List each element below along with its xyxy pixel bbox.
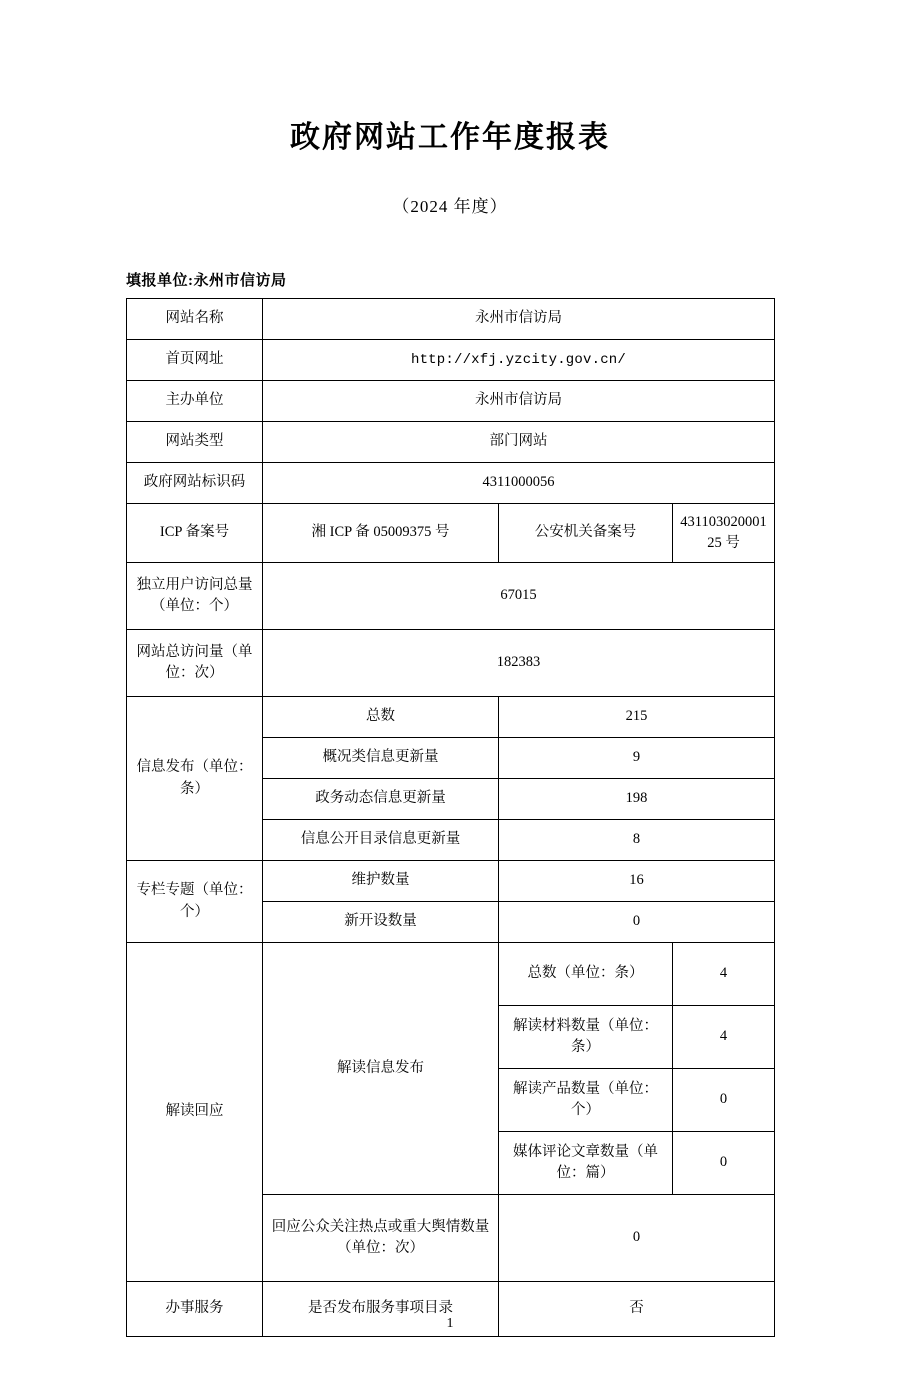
annual-report-table: [126, 298, 775, 1337]
interpret-total-label: 总数（单位：条）: [499, 943, 673, 1006]
table-row: [127, 299, 775, 340]
column-maintain-label: 维护数量: [263, 861, 499, 902]
info-overview-label: 概况类信息更新量: [263, 738, 499, 779]
site-name-value: 永州市信访局: [263, 299, 775, 340]
total-visits-value: 182383: [263, 630, 775, 697]
info-total-value: 215: [499, 697, 775, 738]
interpret-product-value: 0: [673, 1069, 775, 1132]
info-publish-label: 信息发布（单位：条）: [127, 697, 263, 861]
service-catalog-label: 是否发布服务事项目录: [263, 1282, 499, 1337]
page-subtitle: （2024 年度）: [392, 197, 508, 216]
police-record-label: 公安机关备案号: [499, 504, 673, 563]
hotspot-response-value: 0: [499, 1195, 775, 1282]
table-row: [127, 943, 775, 1006]
reporting-unit: 填报单位:永州市信访局: [126, 273, 287, 289]
unique-visitors-label: 独立用户访问总量（单位：个）: [127, 563, 263, 630]
interpret-material-label: 解读材料数量（单位：条）: [499, 1006, 673, 1069]
home-url-label: 首页网址: [127, 340, 263, 381]
site-name-label: 网站名称: [127, 299, 263, 340]
total-visits-label: 网站总访问量（单位：次）: [127, 630, 263, 697]
hotspot-response-label: 回应公众关注热点或重大舆情数量（单位：次）: [263, 1195, 499, 1282]
interpret-material-value: 4: [673, 1006, 775, 1069]
sponsor-value: 永州市信访局: [263, 381, 775, 422]
info-catalog-value: 8: [499, 820, 775, 861]
media-comment-label: 媒体评论文章数量（单位：篇）: [499, 1132, 673, 1195]
icp-label: ICP 备案号: [127, 504, 263, 563]
table-row: [127, 340, 775, 381]
table-row: [127, 861, 775, 902]
interpret-publish-label: 解读信息发布: [263, 943, 499, 1195]
info-overview-value: 9: [499, 738, 775, 779]
document-page: [0, 112, 900, 1384]
icp-value: 湘 ICP 备 05009375 号: [263, 504, 499, 563]
column-new-value: 0: [499, 902, 775, 943]
column-new-label: 新开设数量: [263, 902, 499, 943]
site-code-label: 政府网站标识码: [127, 463, 263, 504]
interpret-total-value: 4: [673, 943, 775, 1006]
media-comment-value: 0: [673, 1132, 775, 1195]
page-number: 1: [446, 1316, 454, 1331]
home-url-value: http://xfj.yzcity.gov.cn/: [263, 340, 775, 381]
site-code-value: 4311000056: [263, 463, 775, 504]
info-dynamic-label: 政务动态信息更新量: [263, 779, 499, 820]
site-type-value: 部门网站: [263, 422, 775, 463]
interpret-response-label: 解读回应: [127, 943, 263, 1282]
table-row: [127, 381, 775, 422]
page-title: 政府网站工作年度报表: [290, 121, 610, 154]
table-row: [127, 697, 775, 738]
info-dynamic-value: 198: [499, 779, 775, 820]
unique-visitors-value: 67015: [263, 563, 775, 630]
interpret-product-label: 解读产品数量（单位：个）: [499, 1069, 673, 1132]
police-record-value: 43110302000125 号: [673, 504, 775, 563]
service-catalog-value: 否: [499, 1282, 775, 1337]
sponsor-label: 主办单位: [127, 381, 263, 422]
table-row: [127, 563, 775, 630]
table-row: [127, 463, 775, 504]
table-row: [127, 422, 775, 463]
table-row: [127, 504, 775, 563]
column-maintain-value: 16: [499, 861, 775, 902]
table-row: [127, 630, 775, 697]
site-type-label: 网站类型: [127, 422, 263, 463]
info-catalog-label: 信息公开目录信息更新量: [263, 820, 499, 861]
column-topic-label: 专栏专题（单位：个）: [127, 861, 263, 943]
service-label: 办事服务: [127, 1282, 263, 1337]
info-total-label: 总数: [263, 697, 499, 738]
